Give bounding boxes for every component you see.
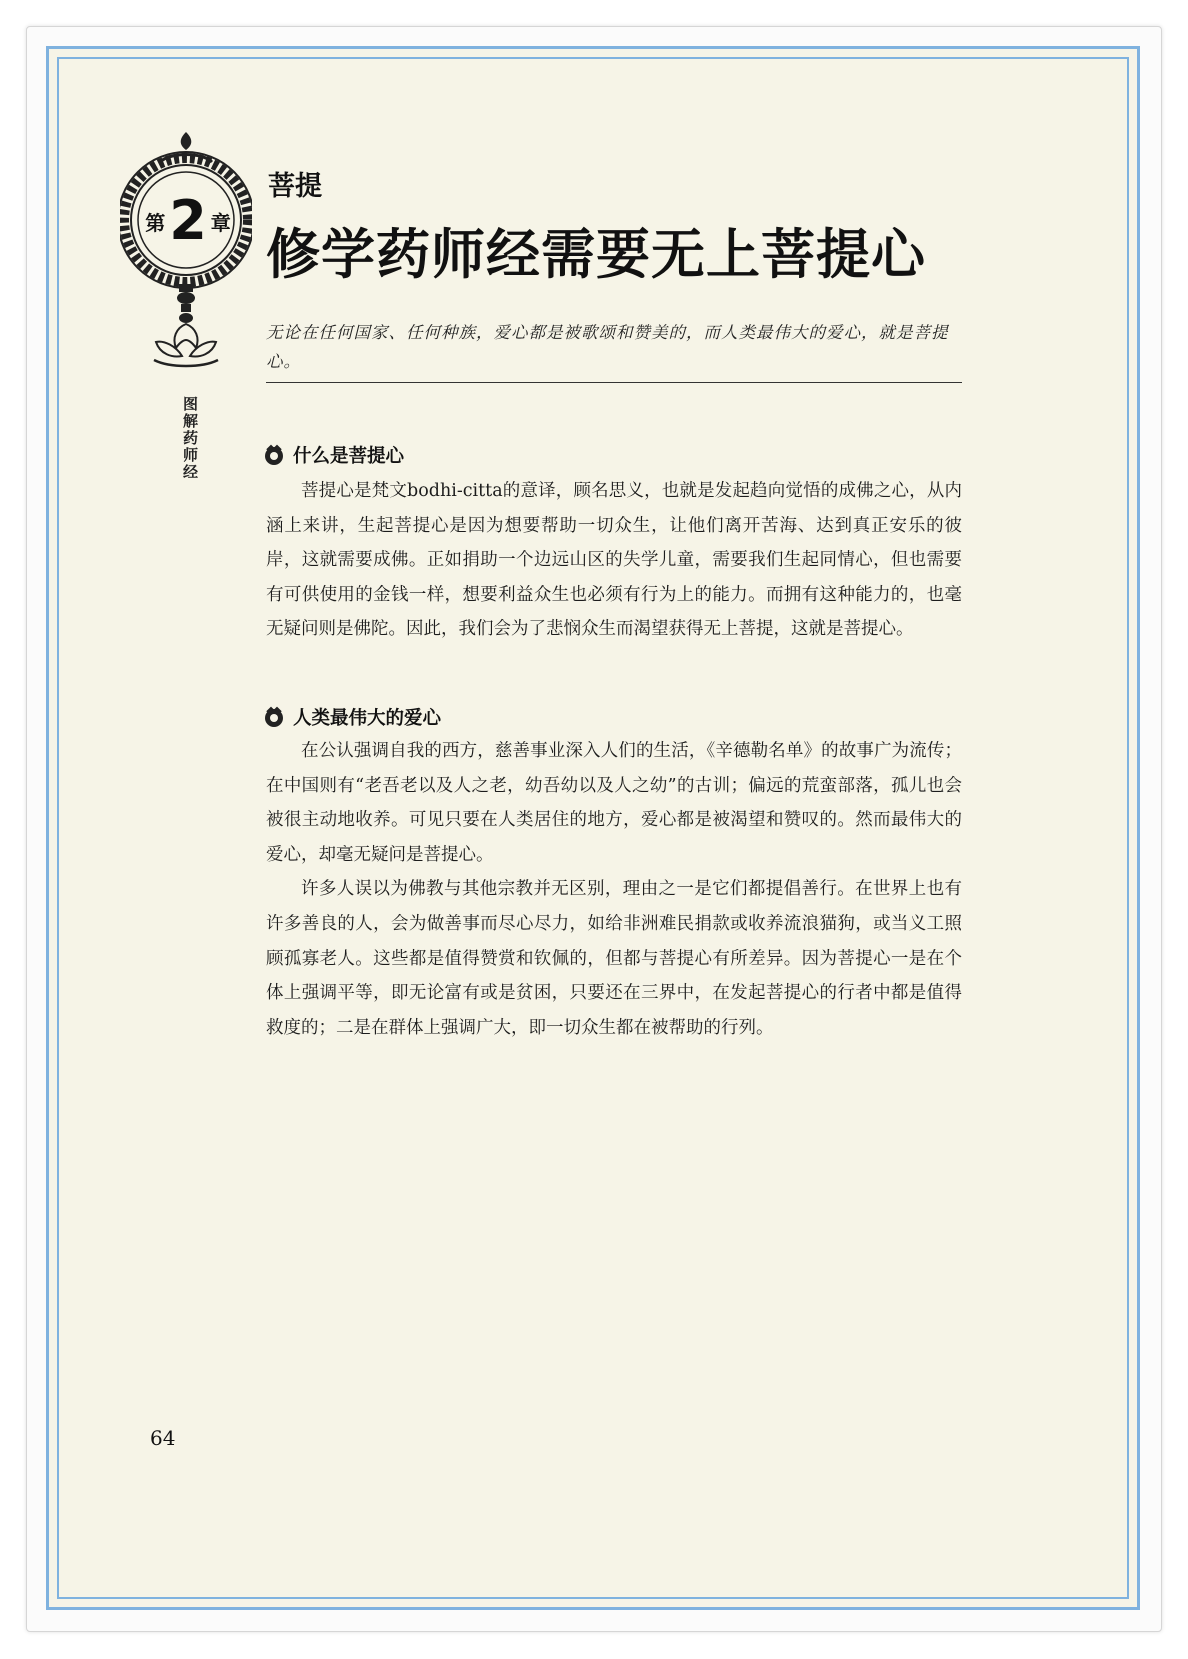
section-kicker: 菩提 xyxy=(268,171,322,202)
chapter-prefix: 第 xyxy=(145,210,166,235)
section-heading-text: 人类最伟大的爱心 xyxy=(293,708,442,729)
section-body xyxy=(266,734,962,1045)
dharma-ornament-icon xyxy=(262,706,286,728)
dharma-ornament-icon xyxy=(262,444,286,466)
section-heading-text: 什么是菩提心 xyxy=(293,446,405,467)
chapter-suffix: 章 xyxy=(210,210,231,235)
title-divider xyxy=(266,382,962,383)
chapter-number: 2 xyxy=(169,189,207,252)
section-heading xyxy=(262,442,404,468)
chapter-badge xyxy=(140,186,236,256)
section-body xyxy=(266,474,962,647)
section-heading xyxy=(262,704,441,730)
intro-text: 无论在任何国家、任何种族，爱心都是被歌颂和赞美的，而人类最伟大的爱心，就是菩提心。 xyxy=(266,323,949,371)
page-number: 64 xyxy=(150,1426,176,1450)
book-side-label: 图解药师经 xyxy=(181,396,199,481)
page-title: 修学药师经需要无上菩提心 xyxy=(266,223,926,286)
paragraph: 菩提心是梵文bodhi-citta的意译，顾名思义，也就是发起趋向觉悟的成佛之心，从内涵上来讲，生起菩提心是因为想要帮助一切众生，让他们离开苦海、达到真正安乐的彼岸，这就需要成佛。正如捐助一个边远山区的失学儿童，需要我们生起同情心，但也需要有可供使用的金钱一样，想要利益众生也必须有行为上的能力。而拥有这种能力的，也毫无疑问则是佛陀。因此，我们会为了悲悯众生而渴望获得无上菩提，这就是菩提心。 xyxy=(266,481,962,640)
paragraph: 许多人误以为佛教与其他宗教并无区别，理由之一是它们都提倡善行。在世界上也有许多善良的人，会为做善事而尽心尽力，如给非洲难民捐款或收养流浪猫狗，或当义工照顾孤寡老人。这些都是值得赞赏和钦佩的，但都与菩提心有所差异。因为菩提心一是在个体上强调平等，即无论富有或是贫困，只要还在三界中，在发起菩提心的行者中都是值得救度的；二是在群体上强调广大，即一切众生都在被帮助的行列。 xyxy=(266,879,962,1038)
paragraph: 在公认强调自我的西方，慈善事业深入人们的生活，《辛德勒名单》的故事广为流传；在中国则有“老吾老以及人之老，幼吾幼以及人之幼”的古训；偏远的荒蛮部落，孤儿也会被很主动地收养。可见只要在人类居住的地方，爱心都是被渴望和赞叹的。然而最伟大的爱心，却毫无疑问是菩提心。 xyxy=(266,741,962,865)
